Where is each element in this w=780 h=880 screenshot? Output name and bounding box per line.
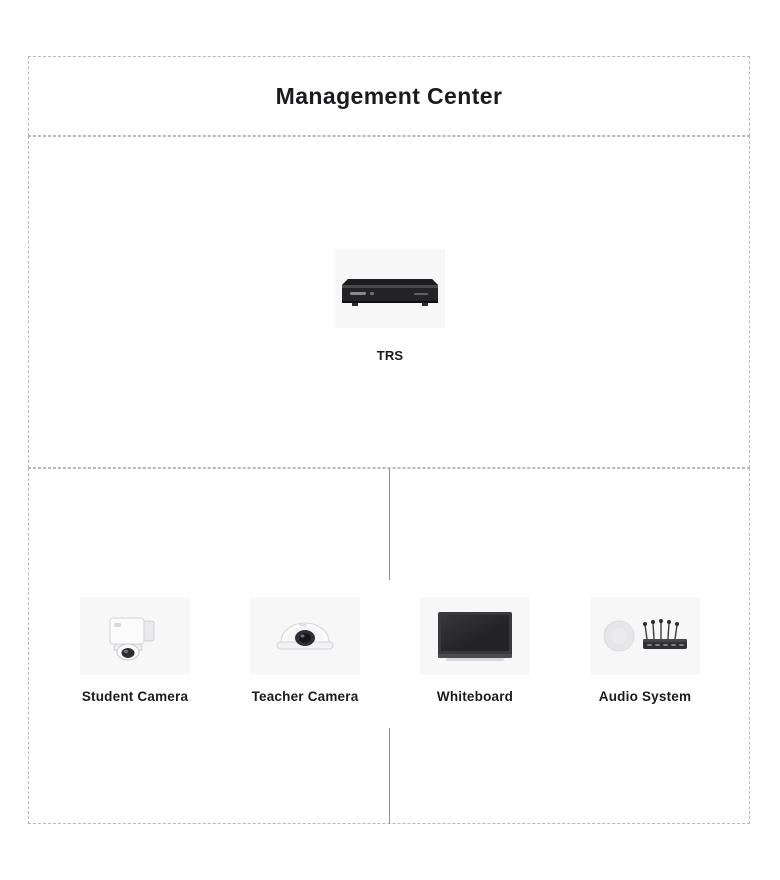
node-trs[interactable] — [335, 250, 445, 363]
audio-system-thumbnail — [590, 597, 700, 675]
trs-thumbnail — [335, 250, 445, 328]
teacher-camera-thumbnail — [250, 597, 360, 675]
trs-label: TRS — [376, 348, 404, 363]
connector-line-top — [389, 468, 390, 580]
whiteboard-label: Whiteboard — [436, 689, 514, 704]
student-camera-thumbnail — [80, 597, 190, 675]
node-whiteboard[interactable] — [420, 597, 530, 704]
node-audio-system[interactable] — [590, 597, 700, 704]
speaker-mixer-icon — [597, 613, 693, 659]
node-teacher-camera[interactable] — [250, 597, 360, 704]
student-camera-label: Student Camera — [81, 689, 189, 704]
whiteboard-thumbnail — [420, 597, 530, 675]
rack-server-icon — [342, 267, 438, 311]
connector-line-bottom — [389, 728, 390, 824]
display-screen-icon — [436, 610, 514, 662]
dome-camera-icon — [273, 612, 337, 660]
box-camera-icon — [104, 608, 166, 664]
node-student-camera[interactable] — [80, 597, 190, 704]
audio-system-label: Audio System — [598, 689, 692, 704]
teacher-camera-label: Teacher Camera — [251, 689, 359, 704]
page-title: Management Center — [275, 82, 503, 109]
